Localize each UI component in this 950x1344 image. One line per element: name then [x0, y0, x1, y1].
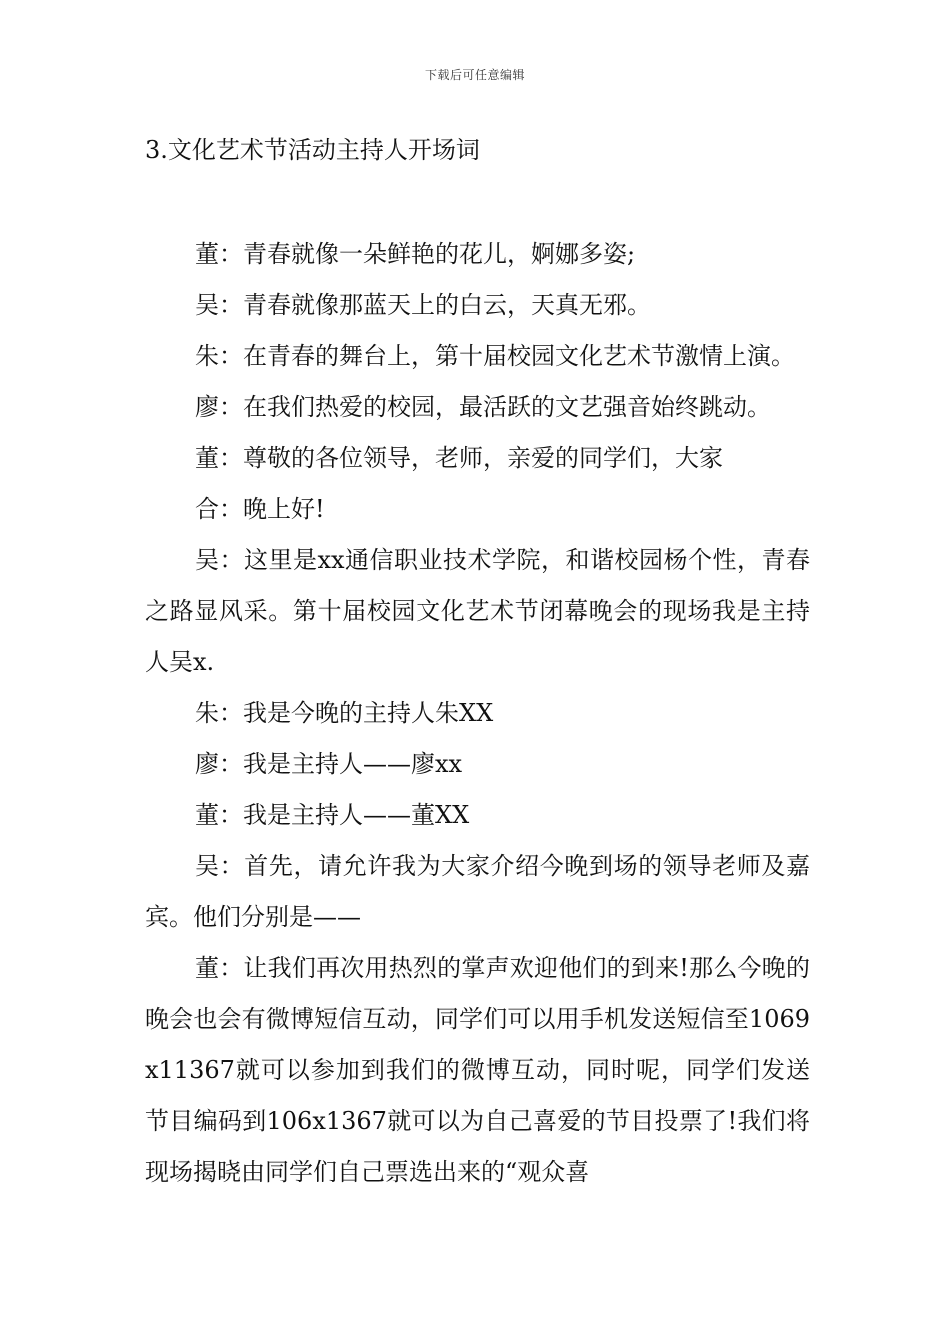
document-title: 3.文化艺术节活动主持人开场词	[145, 136, 480, 164]
paragraph: 董：让我们再次用热烈的掌声欢迎他们的到来!那么今晚的晚会也会有微博短信互动，同学们可以用手机发送短信至1069x11367就可以参加到我们的微博互动，同时呢，同学们发送节目编码到106x1367就可以为自己喜爱的节目投票了!我们将现场揭晓由同学们自己票选出来的“观众喜	[145, 954, 810, 1186]
paragraph: 朱：我是今晚的主持人朱XX	[195, 699, 494, 727]
paragraph: 朱：在青春的舞台上，第十届校园文化艺术节激情上演。	[195, 342, 795, 370]
page-header-note: 下载后可任意编辑	[424, 68, 525, 82]
paragraph: 吴：青春就像那蓝天上的白云，天真无邪。	[195, 291, 651, 319]
document-body	[145, 229, 810, 1198]
paragraph: 董：青春就像一朵鲜艳的花儿，婀娜多姿;	[195, 240, 636, 268]
paragraph: 董：我是主持人——董XX	[195, 801, 470, 829]
paragraph: 合：晚上好!	[195, 495, 325, 523]
paragraph: 吴：首先，请允许我为大家介绍今晚到场的领导老师及嘉宾。他们分别是——	[145, 852, 810, 931]
paragraph: 廖：我是主持人——廖xx	[195, 750, 463, 778]
paragraph: 吴：这里是xx通信职业技术学院，和谐校园杨个性，青春之路显风采。第十届校园文化艺术节闭幕晚会的现场我是主持人吴x.	[145, 546, 810, 676]
paragraph: 廖：在我们热爱的校园，最活跃的文艺强音始终跳动。	[195, 393, 771, 421]
paragraph: 董：尊敬的各位领导，老师，亲爱的同学们，大家	[195, 444, 723, 472]
